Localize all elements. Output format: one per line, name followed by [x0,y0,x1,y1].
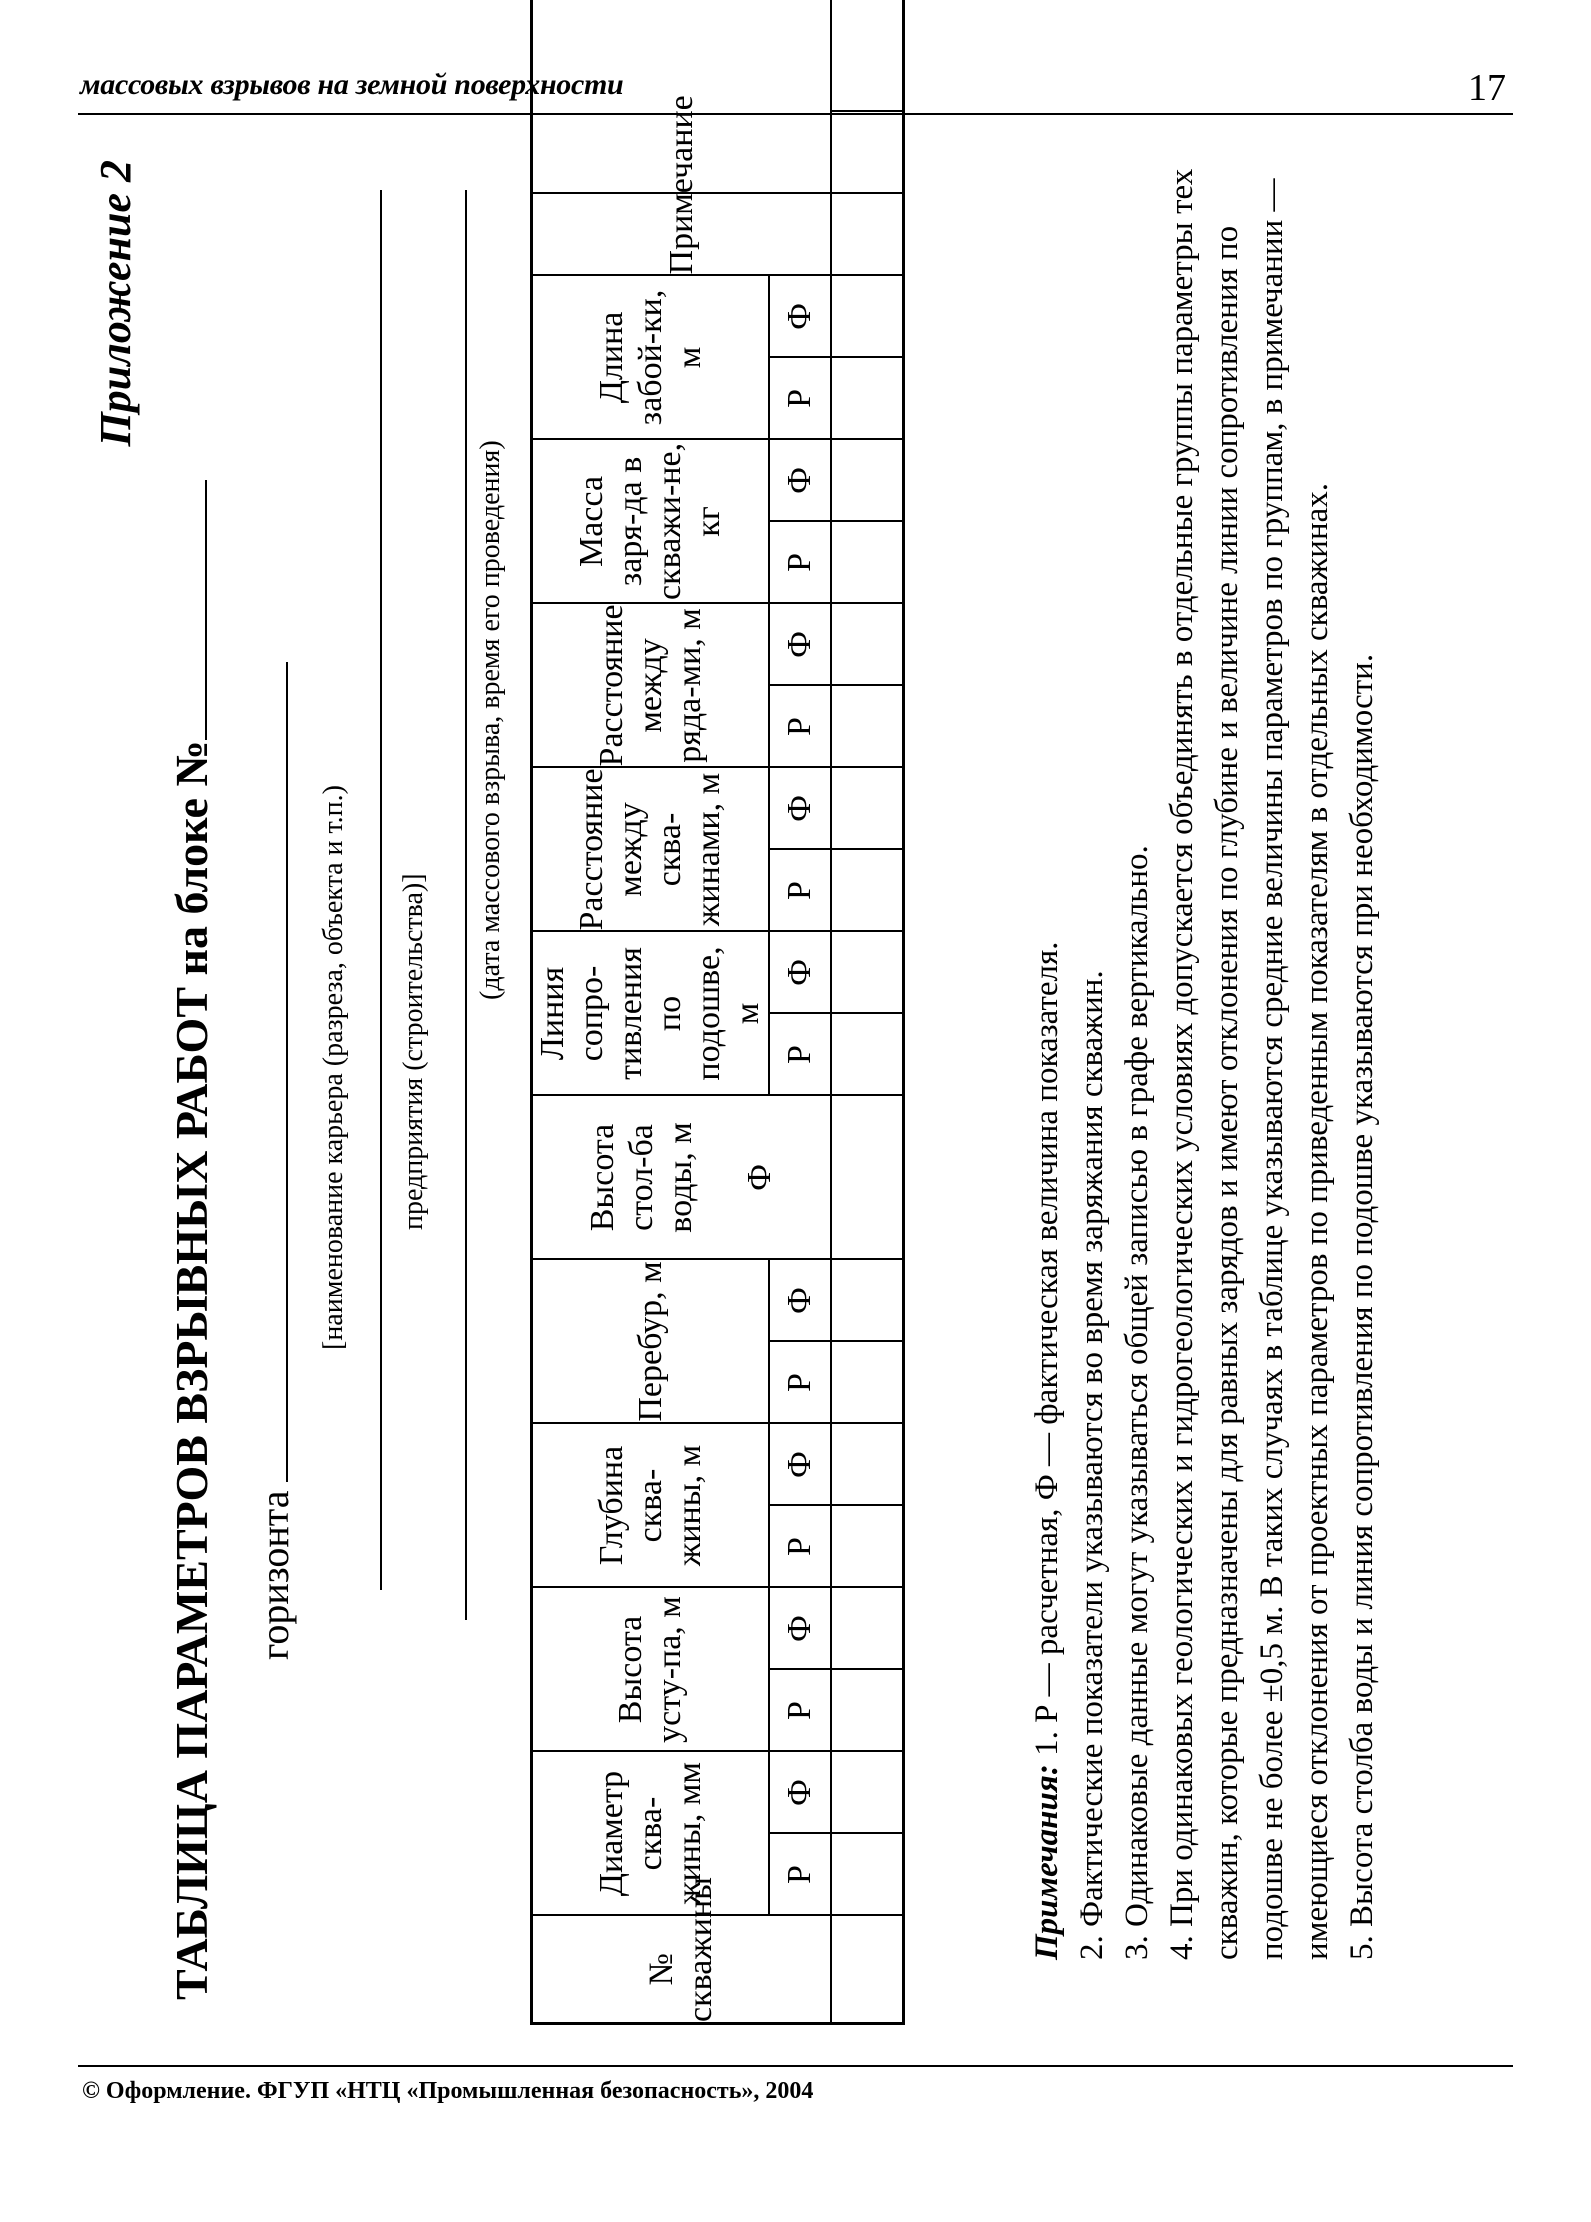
table-cell[interactable] [831,1834,904,1916]
table-cell[interactable] [831,357,904,439]
note-1 [1025,160,1070,2000]
header-bench-height: Высота усту-па, м [532,1588,769,1752]
footer-copyright: © Оформление. ФГУП «НТЦ «Промышленная безопасность», 2004 [82,2078,814,2104]
table-cell[interactable] [831,193,904,275]
header-water-column [532,1095,831,1259]
header-toe-burden: Линия сопро-тивления по подошве, м [532,931,769,1095]
header-charge-mass: Масса заря-да в скважи-не, кг [532,439,769,603]
header-row-spacing: Расстояние между ряда-ми, м [532,603,769,767]
parameters-table [530,0,905,2025]
header-stemming-length: Длина забой-ки, м [532,275,769,439]
header-diameter: Диаметр сква-жины, мм [532,1752,769,1916]
p-label: Р [769,1834,831,1916]
note-1-text: 1. Р — расчетная, Ф — фактическая величина показателя. [1029,941,1065,1765]
f-label: Ф [769,439,831,521]
table-cell[interactable] [831,1752,904,1834]
p-label: Р [769,849,831,931]
date-blank [465,190,467,1620]
note-2: 2. Фактические показатели указываются во время заряжания скважин. [1074,970,1110,1960]
header-well-number: № скважины [532,1916,831,2024]
enterprise-blank [380,190,382,1590]
note-4: 4. При одинаковых геологических и гидрогеологических условиях допускается объединять в отдельные группы параметры тех скважин, которые предназначены для равных зарядов и имеют отклонения по глубине и величине линии сопротивления по подошве не более ±0,5 м. В таких случаях в таблице указываются средние величины параметров по группам, в примечании — имеющиеся отклонения от проектных параметров по приведенным показателям в отдельных скважинах. [1164,168,1335,1960]
table-cell[interactable] [831,0,904,111]
table-title [165,480,218,2000]
p-label: Р [769,685,831,767]
enterprise-hint: предприятия (строительства)] [398,873,429,1230]
water-column-label: Высота стол-ба воды, м [584,1122,700,1233]
table-cell[interactable] [831,849,904,931]
table-cell[interactable] [831,1342,904,1424]
f-label: Ф [769,275,831,357]
running-title: массовых взрывов на земной поверхности [80,68,624,101]
horizon-row [250,662,298,1660]
table-cell[interactable] [831,275,904,357]
header-note: Примечание [532,193,831,275]
note-5: 5. Высота столба воды и линия сопротивления по подошве указываются при необходимости. [1344,653,1380,1960]
table-cell[interactable] [831,1424,904,1506]
header-well-depth: Глубина сква-жины, м [532,1424,769,1588]
rotated-page-content [80,95,1520,2040]
table-cell[interactable] [831,1506,904,1588]
p-label: Р [769,1342,831,1424]
table-cell[interactable] [831,603,904,685]
header-subdrill: Перебур, м [532,1259,769,1423]
table-row [831,0,904,2024]
horizon-blank [250,662,288,1482]
table-cell[interactable] [831,1095,904,1259]
f-label: Ф [741,1164,779,1191]
table-cell[interactable] [831,1670,904,1752]
f-label: Ф [769,603,831,685]
p-label: Р [769,521,831,603]
f-label: Ф [769,1588,831,1670]
table-title-text: ТАБЛИЦА ПАРАМЕТРОВ ВЗРЫВНЫХ РАБОТ на блоке № [166,740,217,2000]
table-cell[interactable] [831,1588,904,1670]
f-label: Ф [769,767,831,849]
note-3: 3. Одинаковые данные могут указываться общей записью в графе вертикально. [1119,845,1155,1960]
p-label: Р [769,357,831,439]
table-cell[interactable] [831,521,904,603]
table-cell[interactable] [831,931,904,1013]
f-label: Ф [769,1752,831,1834]
notes-block [1025,160,1385,2000]
header-hole-spacing: Расстояние между сква-жинами, м [532,767,769,931]
appendix-label: Приложение 2 [91,160,140,447]
f-label: Ф [769,1424,831,1506]
footer-rule [78,2065,1513,2067]
f-label: Ф [769,931,831,1013]
table-cell[interactable] [831,111,904,193]
notes-label: Примечания: [1029,1764,1065,1960]
table-cell[interactable] [831,1013,904,1095]
page-number: 17 [1468,67,1506,109]
f-label: Ф [769,1259,831,1341]
table-cell[interactable] [831,685,904,767]
table-cell[interactable] [831,439,904,521]
p-label: Р [769,1506,831,1588]
p-label: Р [769,1670,831,1752]
p-label: Р [769,1013,831,1095]
table-cell[interactable] [831,767,904,849]
block-number-blank [165,480,207,740]
table-cell[interactable] [831,1259,904,1341]
date-hint: (дата массового взрыва, время его проведения) [475,440,506,1000]
table-cell[interactable] [831,1916,904,2024]
horizon-label: горизонта [252,1490,297,1660]
quarry-name-hint: [наименование карьера (разреза, объекта и т.п.) [318,785,349,1350]
